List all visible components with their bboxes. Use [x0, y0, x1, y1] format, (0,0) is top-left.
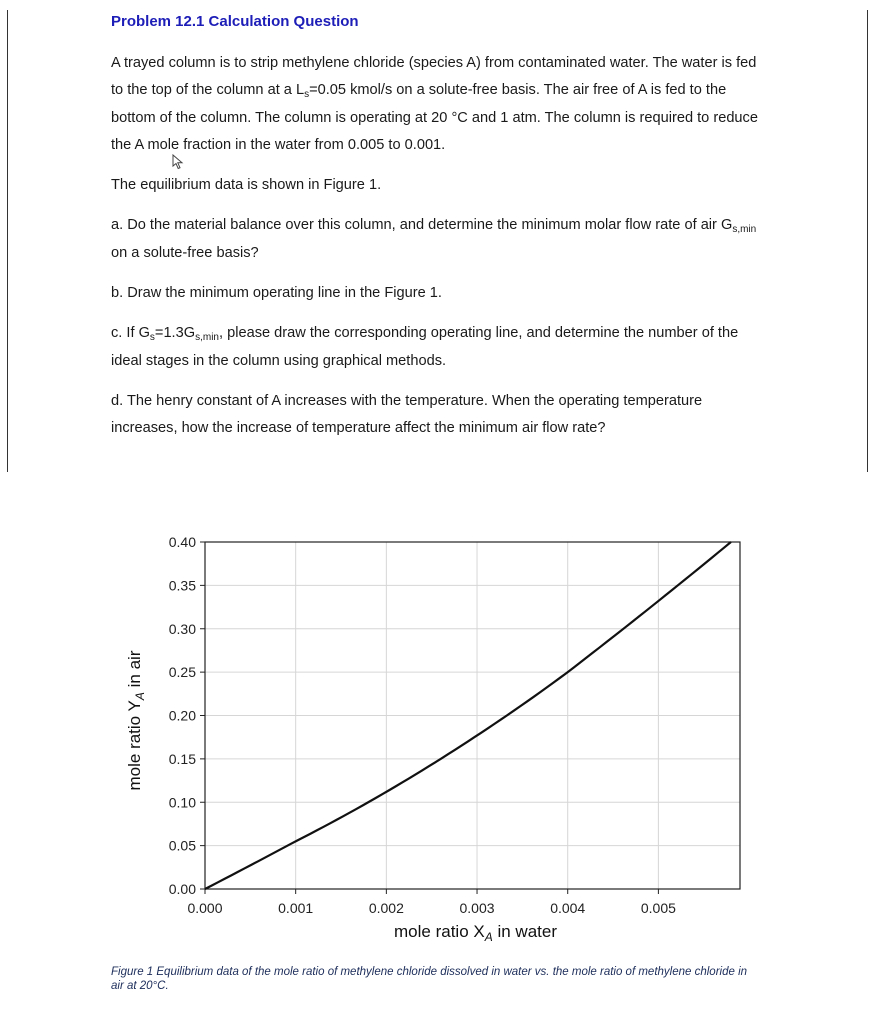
problem-intro: A trayed column is to strip methylene chloride (species A) from contaminated water. The water is fed to the top of the column at a $L_s=0.05$ kmol/s on a solute-free basis. The air free of A is fed to the bottom of the column. The column is operating at 20 °C and 1 atm. The column is required to reduce the A mole fraction in the water from 0.005 to 0.001.: [111, 55, 758, 153]
y-tick-label: 0.10: [168, 794, 196, 811]
x-tick-label: 0.001: [278, 900, 314, 916]
figure-caption: Figure 1 Equilibrium data of the mole ratio of methylene chloride dissolved in water vs. the mole ratio of methylene chloride in air at 20°C.: [111, 966, 748, 992]
y-tick-label: 0.40: [168, 534, 196, 550]
y-tick-label: 0.20: [168, 707, 196, 724]
x-tick-label: 0.004: [550, 900, 586, 916]
y-axis-label: mole ratio $Y_A$ in air: [125, 650, 147, 791]
problem-block: [111, 11, 771, 455]
y-tick-label: 0.00: [168, 881, 196, 897]
left-border-line: [7, 10, 8, 472]
x-tick-label: 0.002: [368, 900, 404, 916]
y-tick-label: 0.25: [168, 664, 196, 681]
equilibrium-chart: [110, 525, 760, 945]
part-a: a. Do the material balance over this column, and determine the minimum molar flow rate of air $G_{s,min}$ on a solute-free basis?: [111, 217, 757, 261]
x-tick-label: 0.005: [640, 900, 676, 916]
x-tick-label: 0.000: [187, 900, 223, 916]
right-border-line: [867, 10, 868, 472]
y-tick-label: 0.30: [168, 620, 196, 637]
y-tick-label: 0.15: [168, 750, 196, 767]
y-tick-label: 0.35: [168, 577, 196, 594]
part-d: d. The henry constant of A increases with the temperature. When the operating temperature increases, how the increase of temperature affect the minimum air flow rate?: [111, 393, 703, 436]
equilibrium-note: The equilibrium data is shown in Figure 1.: [111, 177, 382, 193]
x-axis-label: mole ratio $X_A$ in water: [394, 922, 557, 944]
y-tick-label: 0.05: [168, 837, 196, 854]
problem-title: Problem 12.1 Calculation Question: [111, 13, 359, 30]
part-c: c. If $G_s=1.3G_{s,min}$, please draw the corresponding operating line, and determine the number of the ideal stages in the column using graphical methods.: [111, 325, 739, 369]
part-b: b. Draw the minimum operating line in the Figure 1.: [111, 285, 442, 301]
x-tick-label: 0.003: [459, 900, 495, 916]
mouse-cursor-icon: [172, 154, 186, 170]
